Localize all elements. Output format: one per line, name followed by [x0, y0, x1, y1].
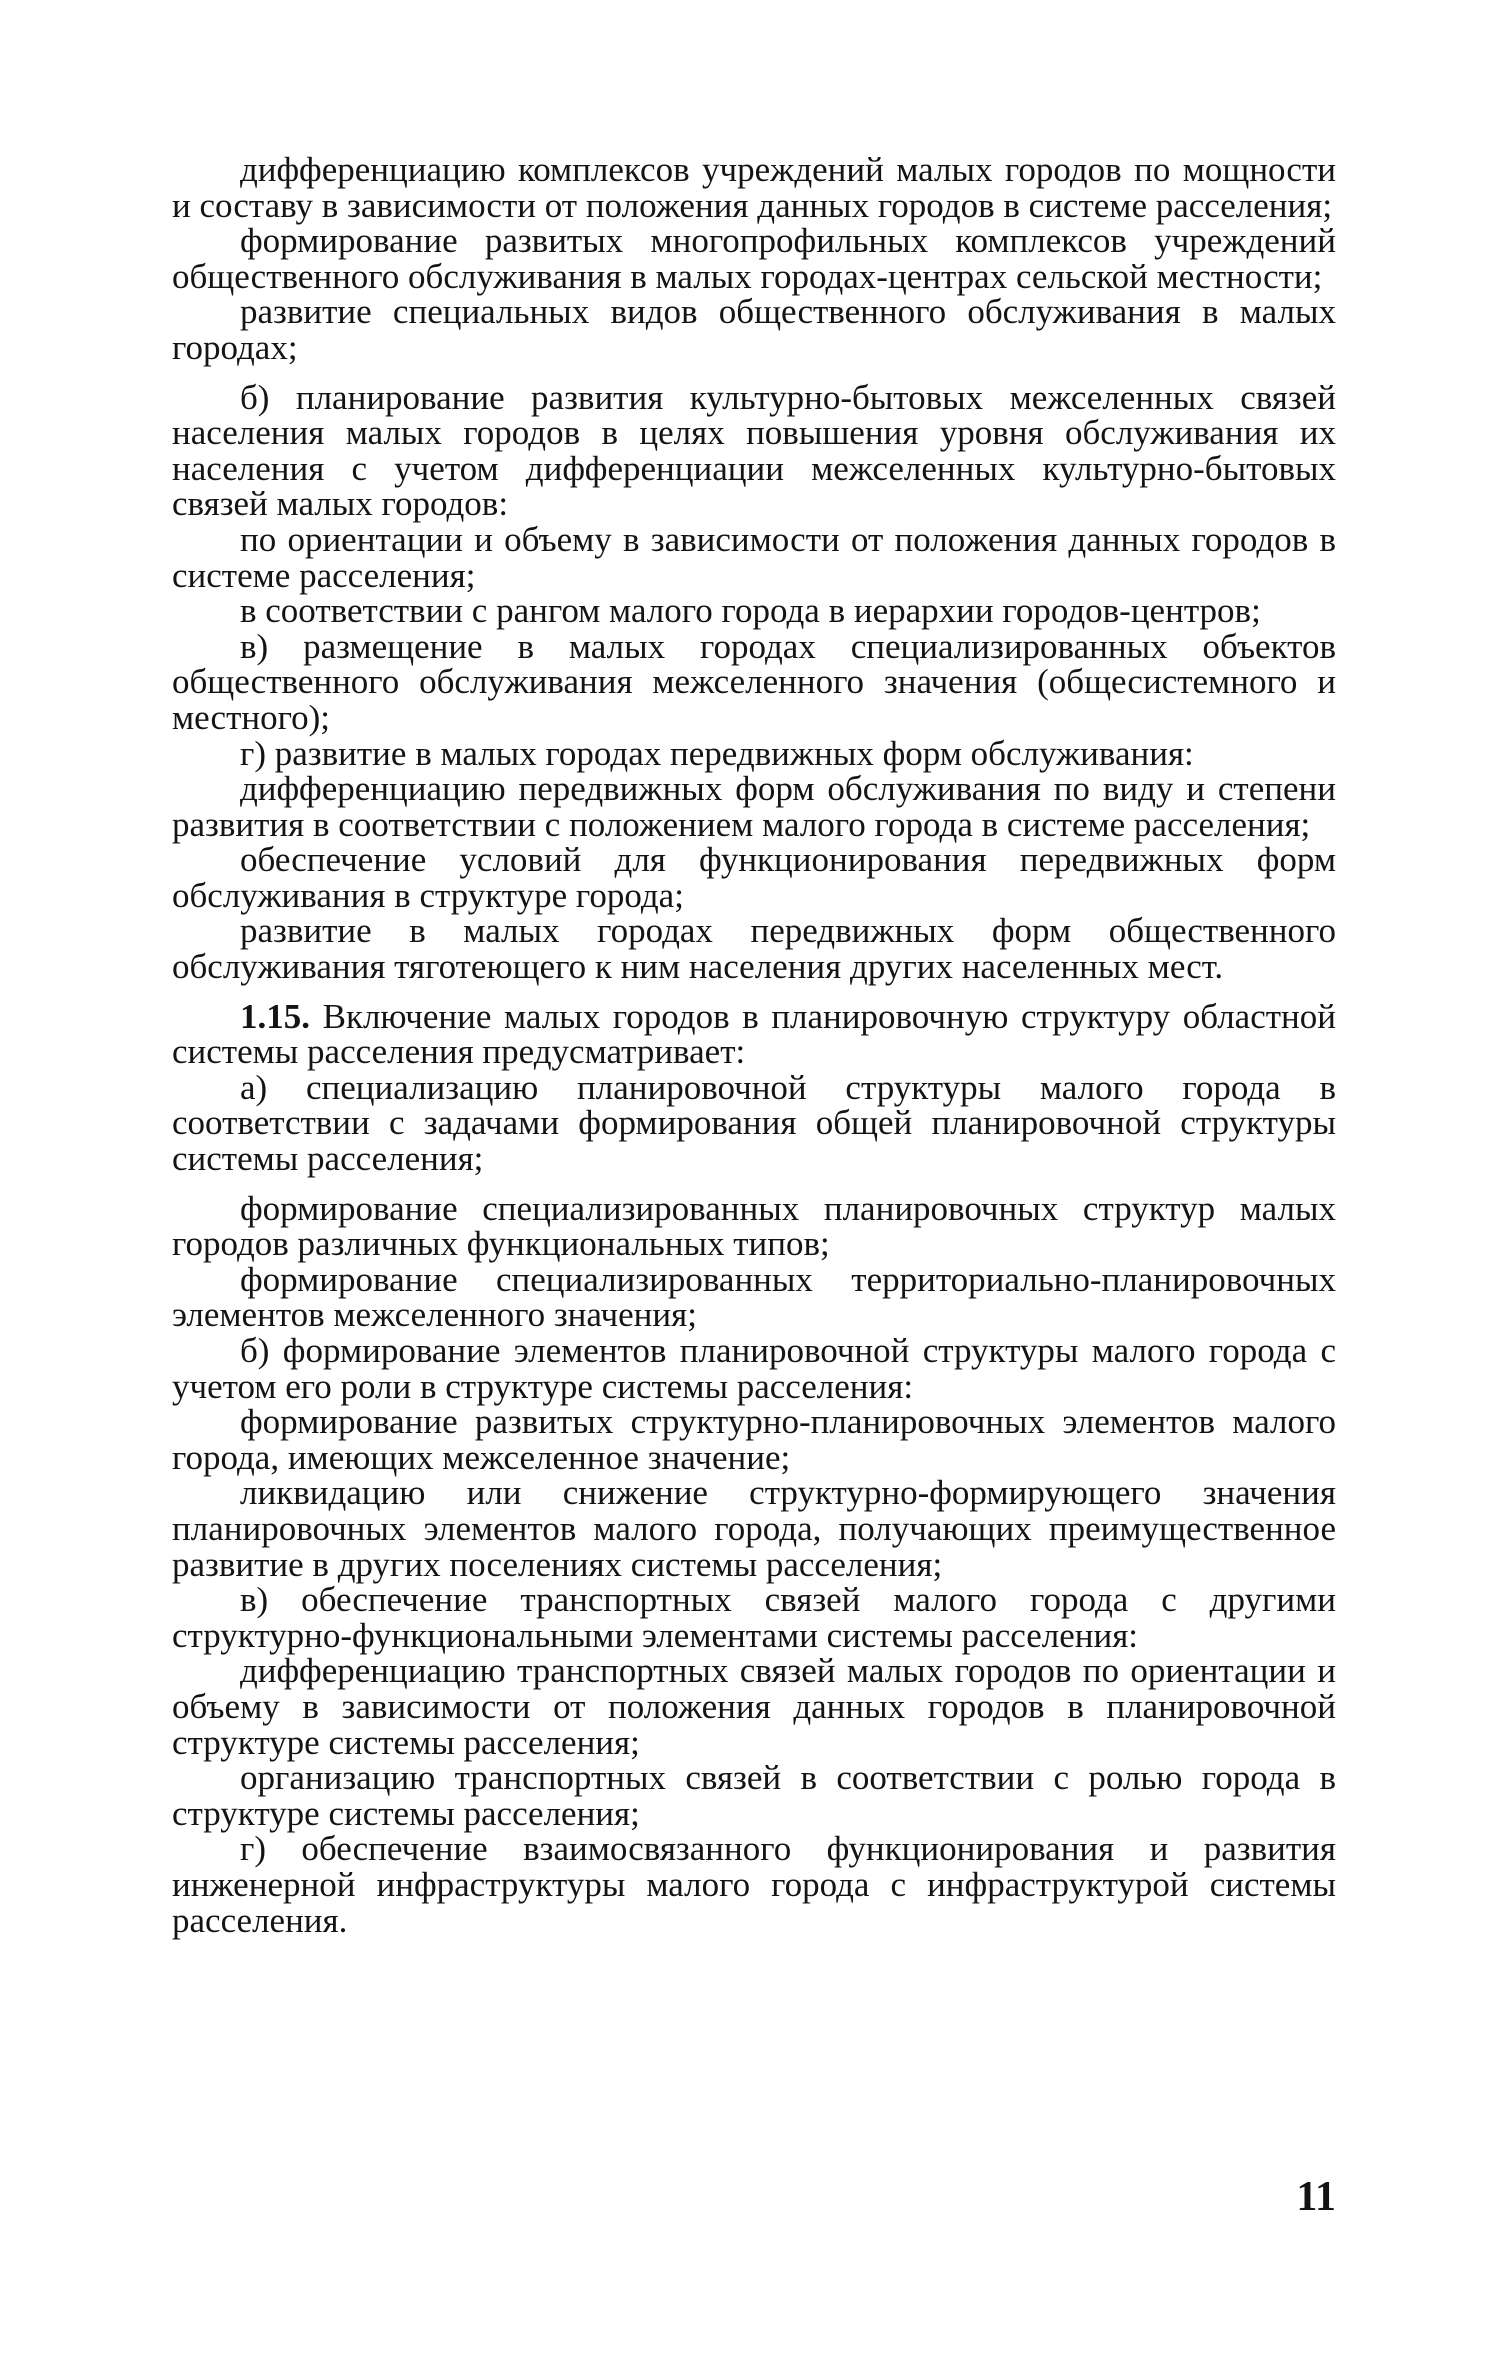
paragraph: дифференциацию транспортных связей малых городов по ориентации и объему в зависимости от положения данных городов в планировочной структуре системы расселения;: [172, 1651, 1336, 1762]
paragraph: организацию транспортных связей в соответствии с ролью города в структуре системы расселения;: [172, 1758, 1336, 1833]
paragraph: в) обеспечение транспортных связей малого города с другими структурно-функциональными элементами системы расселения:: [172, 1580, 1336, 1655]
paragraph: формирование развитых структурно-планировочных элементов малого города, имеющих межселенное значение;: [172, 1402, 1336, 1477]
section-number: 1.15.: [240, 996, 310, 1036]
paragraph: дифференциацию комплексов учреждений малых городов по мощности и составу в зависимости от положения данных городов в системе расселения;: [172, 150, 1336, 225]
paragraph: в соответствии с рангом малого города в иерархии городов-центров;: [240, 591, 1261, 631]
paragraph: формирование специализированных планировочных структур малых городов различных функциональных типов;: [172, 1188, 1336, 1264]
paragraph: развитие в малых городах передвижных форм общественного обслуживания тяготеющего к ним населения других населенных мест.: [172, 911, 1336, 987]
document-body: [172, 152, 1336, 1938]
paragraph: г) обеспечение взаимосвязанного функционирования и развития инженерной инфраструктуры малого города с инфраструктурой системы расселения.: [172, 1829, 1336, 1940]
section-intro: Включение малых городов в планировочную структуру областной системы расселения предусматривает:: [172, 996, 1337, 1072]
section-heading-paragraph: [172, 996, 1337, 1072]
paragraph: б) планирование развития культурно-бытовых межселенных связей населения малых городов в целях повышения уровня обслуживания их населения с учетом дифференциации межселенных культурно-бытовых связей малых городов:: [172, 377, 1336, 524]
paragraph: а) специализацию планировочной структуры малого города в соответствии с задачами формирования общей планировочной структуры системы расселения;: [172, 1067, 1336, 1179]
paragraph: развитие специальных видов общественного обслуживания в малых городах;: [172, 292, 1336, 367]
paragraph: в) размещение в малых городах специализированных объектов общественного обслуживания межселенного значения (общесистемного и местного);: [172, 626, 1336, 737]
page-number: 11: [1296, 2174, 1336, 2220]
paragraph: б) формирование элементов планировочной структуры малого города с учетом его роли в структуре системы расселения:: [172, 1331, 1336, 1406]
paragraph: ликвидацию или снижение структурно-формирующего значения планировочных элементов малого города, получающих преимущественное развитие в других поселениях системы расселения;: [172, 1473, 1336, 1584]
paragraph: формирование развитых многопрофильных комплексов учреждений общественного обслуживания в малых городах-центрах сельской местности;: [172, 221, 1336, 296]
paragraph: по ориентации и объему в зависимости от положения данных городов в системе расселения;: [172, 519, 1336, 595]
paragraph: формирование специализированных территориально-планировочных элементов межселенного значения;: [172, 1259, 1336, 1335]
paragraph: обеспечение условий для функционирования передвижных форм обслуживания в структуре города;: [172, 840, 1336, 915]
paragraph: дифференциацию передвижных форм обслуживания по виду и степени развития в соответствии с положением малого города в системе расселения;: [172, 769, 1336, 844]
paragraph: г) развитие в малых городах передвижных форм обслуживания:: [240, 733, 1194, 773]
